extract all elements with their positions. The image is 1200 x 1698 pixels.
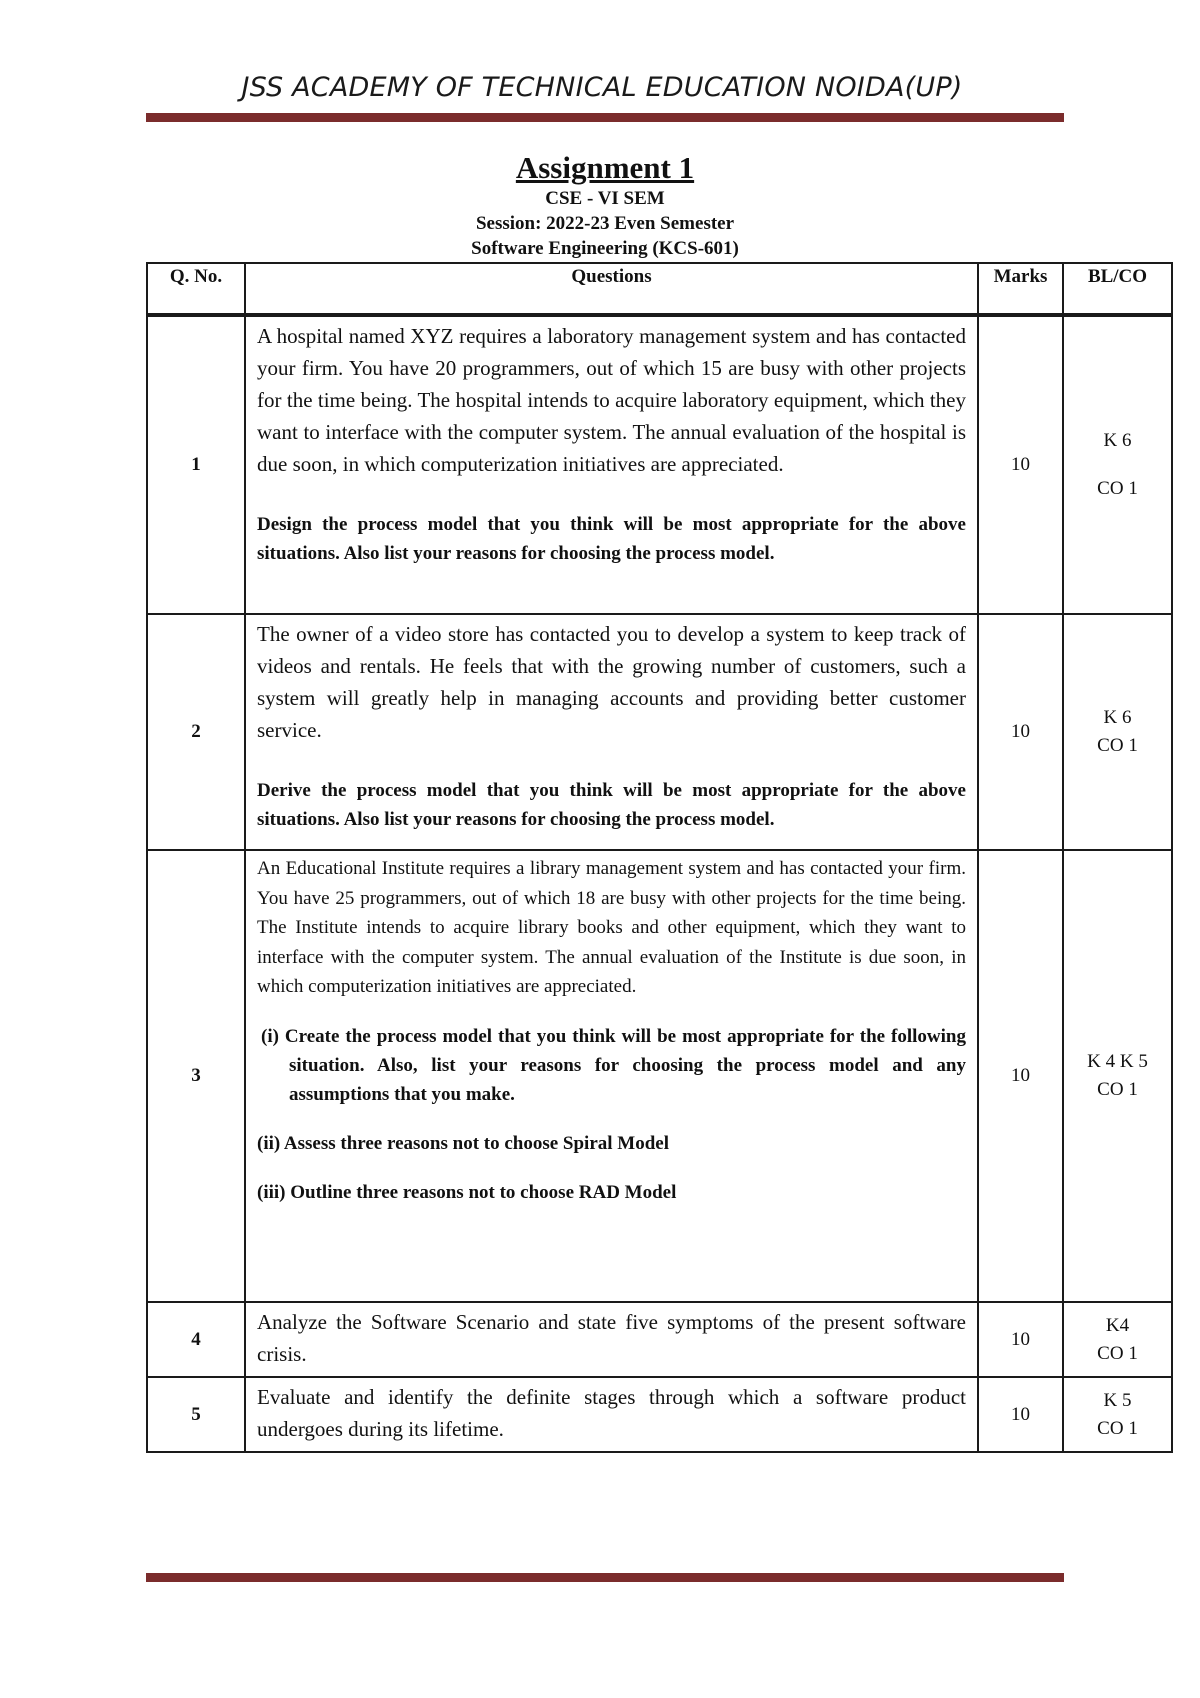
question-number: 4	[147, 1302, 245, 1377]
question-number: 3	[147, 850, 245, 1302]
table-row	[147, 316, 1172, 614]
bloom-level: K 5	[1103, 1389, 1132, 1411]
question-task: Design the process model that you think will be most appropriate for the above situations. Also list your reasons for choosing the process model.	[257, 514, 966, 564]
question-subpart: (i) Create the process model that you think will be most appropriate for the following situation. Also, list your reasons for choosing the process model and any assumptions that you make.	[261, 1025, 966, 1105]
bloom-level: K 4 K 5	[1087, 1051, 1148, 1072]
questions-table	[146, 262, 1173, 1453]
question-marks: 10	[978, 614, 1063, 850]
bl-co-cell	[1063, 1302, 1172, 1377]
question-number: 2	[147, 614, 245, 850]
question-marks: 10	[978, 1377, 1063, 1452]
question-subpart: (iii) Outline three reasons not to choose RAD Model	[257, 1181, 677, 1203]
question-text: A hospital named XYZ requires a laboratory management system and has contacted your firm. You have 20 programmers, out of which 15 are busy with other projects for the time being. The hospital intends to acquire laboratory equipment, which they want to interface with the computer system. The annual evaluation of the hospital is due soon, in which computerization initiatives are appreciated.	[257, 324, 966, 476]
header-blco: BL/CO	[1063, 263, 1172, 314]
question-cell	[245, 614, 978, 850]
table-row	[147, 850, 1172, 1302]
question-marks: 10	[978, 1302, 1063, 1377]
question-text: An Educational Institute requires a library management system and has contacted your firm. You have 25 programmers, out of which 18 are busy with other projects for the time being. The Institute intends to acquire library books and other equipment, which they want to interface with the computer system. The annual evaluation of the Institute is due soon, in which computerization initiatives are appreciated.	[257, 858, 966, 997]
question-text: Analyze the Software Scenario and state five symptoms of the present software crisis.	[257, 1310, 966, 1366]
question-text: Evaluate and identify the definite stages through which a software product undergoes during its lifetime.	[257, 1385, 966, 1441]
question-number: 5	[147, 1377, 245, 1452]
course-outcome: CO 1	[1097, 478, 1138, 499]
header-qno: Q. No.	[147, 263, 245, 314]
question-cell	[245, 316, 978, 614]
table-row	[147, 1377, 1172, 1452]
question-number: 1	[147, 316, 245, 614]
bl-co-cell	[1063, 850, 1172, 1302]
question-cell	[245, 850, 978, 1302]
question-subpart: (ii) Assess three reasons not to choose Spiral Model	[257, 1132, 670, 1154]
bl-co-cell	[1063, 316, 1172, 614]
subject-label: Software Engineering (KCS-601)	[471, 238, 739, 259]
question-cell	[245, 1377, 978, 1452]
table-row	[147, 1302, 1172, 1377]
session-label: Session: 2022-23 Even Semester	[475, 213, 735, 234]
course-outcome: CO 1	[1097, 1079, 1138, 1100]
institute-name: JSS ACADEMY OF TECHNICAL EDUCATION NOIDA(UP)	[241, 72, 963, 103]
question-marks: 10	[978, 850, 1063, 1302]
assignment-titles	[146, 150, 1064, 261]
question-text: The owner of a video store has contacted you to develop a system to keep track of videos and rentals. He feels that with the growing number of customers, such a system will greatly help in managing accounts and providing better customer service.	[257, 622, 966, 742]
footer-rule	[146, 1573, 1064, 1582]
header-marks: Marks	[978, 263, 1063, 314]
course-outcome: CO 1	[1097, 1417, 1138, 1439]
question-task: Derive the process model that you think will be most appropriate for the above situations. Also list your reasons for choosing the process model.	[257, 780, 966, 830]
table-row	[147, 614, 1172, 850]
assignment-title: Assignment 1	[515, 150, 695, 185]
question-marks: 10	[978, 316, 1063, 614]
class-label: CSE - VI SEM	[545, 188, 665, 209]
bloom-level: K 6	[1103, 707, 1132, 728]
course-outcome: CO 1	[1097, 735, 1138, 756]
bloom-level: K 6	[1103, 430, 1132, 451]
table-header-row	[147, 263, 1172, 314]
bl-co-cell	[1063, 614, 1172, 850]
bloom-level: K4	[1105, 1314, 1130, 1336]
header-rule	[146, 113, 1064, 122]
question-cell	[245, 1302, 978, 1377]
header-questions: Questions	[245, 263, 978, 314]
course-outcome: CO 1	[1097, 1342, 1138, 1364]
bl-co-cell	[1063, 1377, 1172, 1452]
